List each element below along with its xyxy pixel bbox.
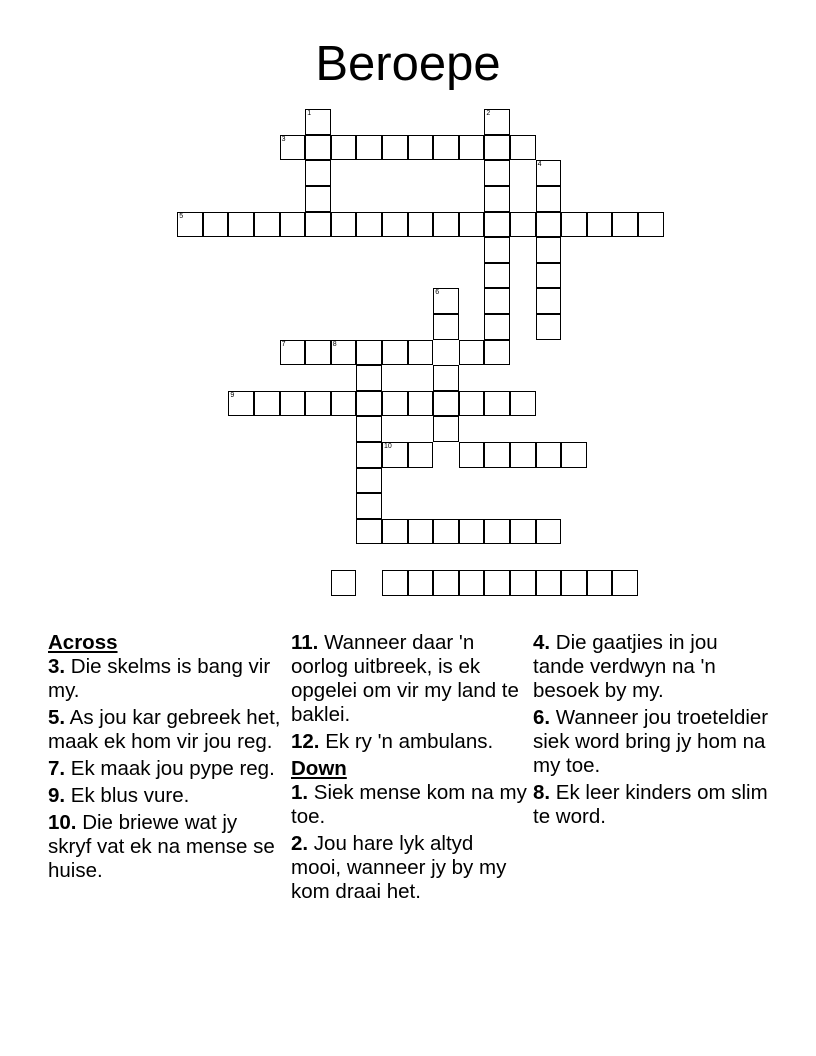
- grid-cell[interactable]: [484, 340, 510, 366]
- grid-cell[interactable]: [408, 212, 434, 238]
- grid-cell[interactable]: [408, 442, 434, 468]
- grid-cell[interactable]: [356, 468, 382, 494]
- grid-cell[interactable]: [382, 442, 408, 468]
- grid-cell[interactable]: [228, 212, 254, 238]
- grid-cell[interactable]: [305, 212, 331, 238]
- clue-text: Wanneer jou troeteldier siek word bring jy hom na my toe.: [533, 706, 769, 777]
- clue-text: Ek leer kinders om slim te word.: [533, 781, 768, 828]
- clue-across-11: [291, 631, 527, 727]
- grid-cell[interactable]: [484, 442, 510, 468]
- grid-cell[interactable]: [561, 570, 587, 596]
- grid-cell[interactable]: [510, 212, 536, 238]
- grid-cell[interactable]: [536, 237, 562, 263]
- clue-number: 4.: [533, 631, 551, 654]
- clue-number: 10.: [48, 811, 77, 834]
- grid-cell[interactable]: [305, 186, 331, 212]
- clue-text: Ek ry 'n ambulans.: [319, 730, 494, 753]
- clue-number-label: 9: [230, 391, 235, 399]
- grid-cell[interactable]: [510, 135, 536, 161]
- grid-cell[interactable]: [382, 212, 408, 238]
- clue-text: Siek mense kom na my toe.: [291, 781, 527, 828]
- grid-cell[interactable]: [433, 314, 459, 340]
- grid-cell[interactable]: [459, 442, 485, 468]
- grid-cell[interactable]: [612, 212, 638, 238]
- grid-cell[interactable]: [484, 212, 510, 238]
- grid-cell[interactable]: [484, 519, 510, 545]
- clue-number: 5.: [48, 706, 66, 729]
- clue-down-6: [533, 706, 769, 778]
- grid-cell[interactable]: [459, 212, 485, 238]
- grid-cell[interactable]: [433, 519, 459, 545]
- grid-cell[interactable]: [305, 391, 331, 417]
- grid-cell[interactable]: [433, 391, 459, 417]
- grid-cell[interactable]: [254, 212, 280, 238]
- clue-column-2: [291, 631, 527, 907]
- grid-cell[interactable]: [408, 570, 434, 596]
- grid-cell[interactable]: [305, 135, 331, 161]
- clue-column-1: [48, 631, 284, 886]
- grid-cell[interactable]: [536, 186, 562, 212]
- grid-cell[interactable]: [561, 212, 587, 238]
- clue-across-9: [48, 784, 284, 808]
- grid-cell[interactable]: [382, 391, 408, 417]
- grid-cell[interactable]: [305, 109, 331, 135]
- grid-cell[interactable]: [280, 212, 306, 238]
- grid-cell[interactable]: [484, 570, 510, 596]
- grid-cell[interactable]: [356, 442, 382, 468]
- clue-number-label: 2: [486, 110, 491, 118]
- clue-text: Die gaatjies in jou tande verdwyn na 'n besoek by my.: [533, 631, 718, 702]
- grid-cell[interactable]: [484, 288, 510, 314]
- clue-text: Ek blus vure.: [65, 784, 190, 807]
- grid-cell[interactable]: [408, 340, 434, 366]
- grid-cell[interactable]: [382, 135, 408, 161]
- clue-text: Die skelms is bang vir my.: [48, 655, 271, 702]
- clue-down-1: [291, 781, 527, 829]
- grid-cell[interactable]: [484, 391, 510, 417]
- grid-cell[interactable]: [433, 570, 459, 596]
- clue-number: 8.: [533, 781, 551, 804]
- clue-number: 9.: [48, 784, 66, 807]
- grid-cell[interactable]: [459, 340, 485, 366]
- grid-cell[interactable]: [382, 519, 408, 545]
- clue-text: Jou hare lyk altyd mooi, wanneer jy by my kom draai het.: [291, 832, 507, 903]
- grid-cell[interactable]: [408, 135, 434, 161]
- grid-cell[interactable]: [382, 570, 408, 596]
- grid-cell[interactable]: [331, 570, 357, 596]
- grid-cell[interactable]: [459, 519, 485, 545]
- clue-number-label: 10: [384, 443, 392, 450]
- clue-number: 12.: [291, 730, 320, 753]
- grid-cell[interactable]: [536, 160, 562, 186]
- clue-number-label: 6: [435, 289, 440, 297]
- grid-cell[interactable]: [331, 391, 357, 417]
- clue-across-10: [48, 811, 284, 883]
- grid-cell[interactable]: [203, 212, 229, 238]
- grid-cell[interactable]: [331, 212, 357, 238]
- clue-down-8: [533, 781, 769, 829]
- grid-cell[interactable]: [459, 570, 485, 596]
- grid-cell[interactable]: [561, 442, 587, 468]
- clue-across-3: [48, 655, 284, 703]
- clue-number-label: 1: [307, 110, 312, 118]
- grid-cell[interactable]: [510, 570, 536, 596]
- grid-cell[interactable]: [510, 442, 536, 468]
- grid-cell[interactable]: [356, 391, 382, 417]
- grid-cell[interactable]: [484, 263, 510, 289]
- clue-number-label: 7: [281, 340, 286, 348]
- clue-down-4: [533, 631, 769, 703]
- clue-number: 3.: [48, 655, 66, 678]
- grid-cell[interactable]: [536, 519, 562, 545]
- clue-number-label: 3: [281, 135, 286, 143]
- grid-cell[interactable]: [433, 288, 459, 314]
- grid-cell[interactable]: [484, 237, 510, 263]
- grid-cell[interactable]: [280, 391, 306, 417]
- grid-cell[interactable]: [331, 340, 357, 366]
- grid-cell[interactable]: [280, 340, 306, 366]
- grid-cell[interactable]: [280, 135, 306, 161]
- grid-cell[interactable]: [356, 340, 382, 366]
- grid-cell[interactable]: [484, 160, 510, 186]
- grid-cell[interactable]: [305, 160, 331, 186]
- grid-cell[interactable]: [536, 212, 562, 238]
- grid-cell[interactable]: [587, 570, 613, 596]
- clue-text: Ek maak jou pype reg.: [65, 757, 275, 780]
- clue-number: 1.: [291, 781, 309, 804]
- clue-number-label: 8: [332, 340, 337, 348]
- grid-cell[interactable]: [228, 391, 254, 417]
- clue-text: As jou kar gebreek het, maak ek hom vir jou reg.: [48, 706, 281, 753]
- clue-across-7: [48, 757, 284, 781]
- clue-number: 7.: [48, 757, 66, 780]
- clue-across-12: [291, 730, 527, 754]
- clue-across-5: [48, 706, 284, 754]
- grid-cell[interactable]: [356, 493, 382, 519]
- grid-cell[interactable]: [459, 135, 485, 161]
- grid-cell[interactable]: [356, 416, 382, 442]
- grid-cell[interactable]: [408, 391, 434, 417]
- grid-cell[interactable]: [612, 570, 638, 596]
- grid-cell[interactable]: [356, 365, 382, 391]
- clue-text: Die briewe wat jy skryf vat ek na mense se huise.: [48, 811, 275, 882]
- across-heading: Across: [48, 631, 118, 654]
- grid-cell[interactable]: [177, 212, 203, 238]
- grid-cell[interactable]: [254, 391, 280, 417]
- grid-cell[interactable]: [638, 212, 664, 238]
- grid-cell[interactable]: [459, 391, 485, 417]
- grid-cell[interactable]: [536, 570, 562, 596]
- clue-number-label: 5: [179, 212, 184, 220]
- clue-number: 6.: [533, 706, 551, 729]
- grid-cell[interactable]: [536, 288, 562, 314]
- clue-down-2: [291, 832, 527, 904]
- down-heading: Down: [291, 757, 347, 780]
- grid-cell[interactable]: [356, 519, 382, 545]
- grid-cell[interactable]: [356, 135, 382, 161]
- clue-text: Wanneer daar 'n oorlog uitbreek, is ek opgelei om vir my land te baklei.: [291, 631, 519, 726]
- grid-cell[interactable]: [408, 519, 434, 545]
- grid-cell[interactable]: [433, 416, 459, 442]
- grid-cell[interactable]: [433, 212, 459, 238]
- clue-number: 11.: [291, 631, 319, 654]
- grid-cell[interactable]: [484, 109, 510, 135]
- grid-cell[interactable]: [305, 340, 331, 366]
- grid-cell[interactable]: [331, 135, 357, 161]
- grid-cell[interactable]: [510, 519, 536, 545]
- clue-number: 2.: [291, 832, 309, 855]
- grid-cell[interactable]: [510, 391, 536, 417]
- grid-cell[interactable]: [587, 212, 613, 238]
- clue-number-label: 4: [537, 161, 542, 169]
- grid-cell[interactable]: [536, 442, 562, 468]
- grid-cell[interactable]: [484, 186, 510, 212]
- page-title: Beroepe: [315, 37, 501, 91]
- grid-cell[interactable]: [433, 365, 459, 391]
- grid-cell[interactable]: [356, 212, 382, 238]
- grid-cell[interactable]: [484, 135, 510, 161]
- grid-cell[interactable]: [484, 314, 510, 340]
- grid-cell[interactable]: [433, 135, 459, 161]
- grid-cell[interactable]: [536, 314, 562, 340]
- clue-column-3: [533, 631, 769, 832]
- grid-cell[interactable]: [536, 263, 562, 289]
- grid-cell[interactable]: [382, 340, 408, 366]
